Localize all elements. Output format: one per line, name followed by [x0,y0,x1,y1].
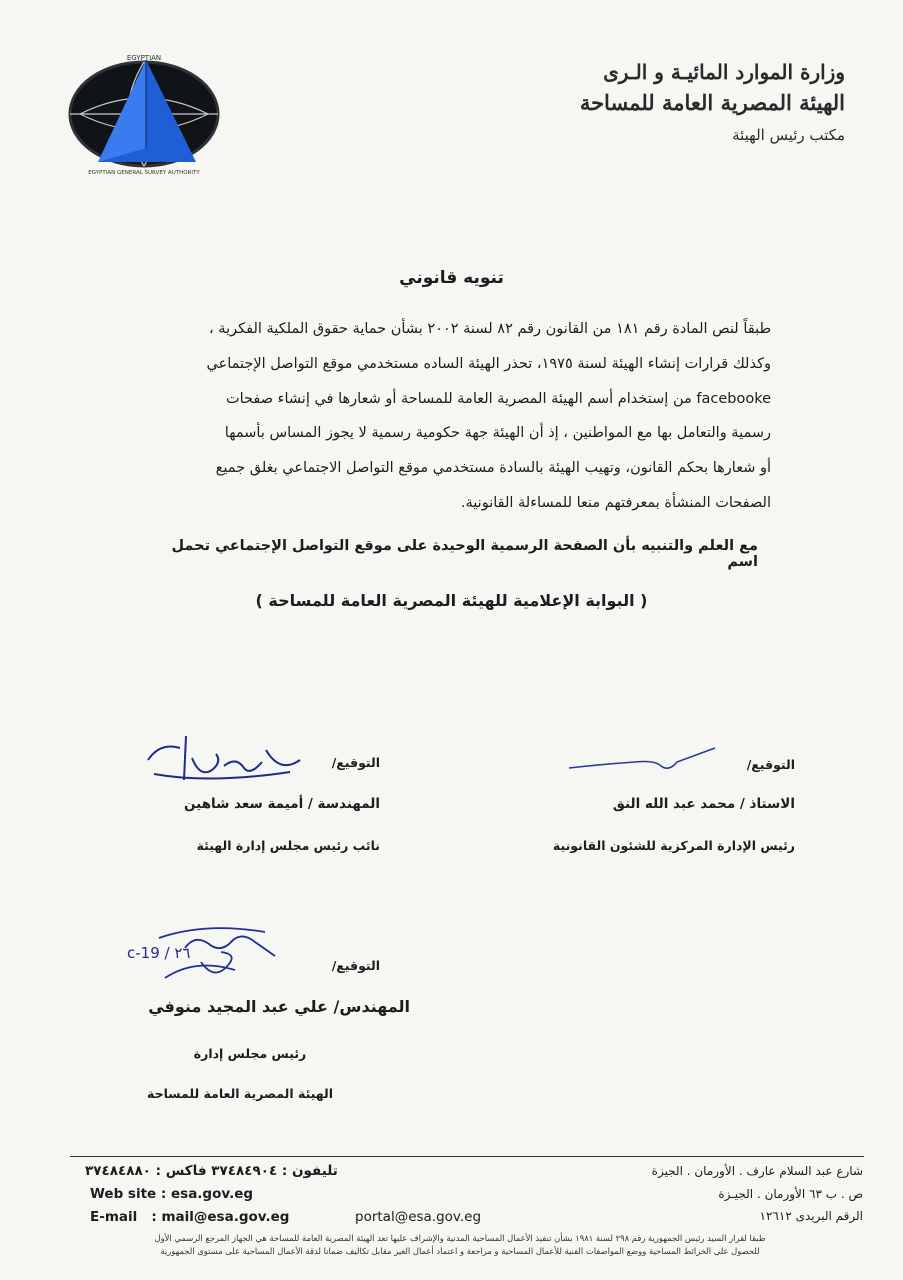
notice-line: facebooke من إستخدام أسم الهيئة المصرية العامة للمساحة أو شعارها في إنشاء صفحات [225,390,771,407]
esa-logo [62,52,226,176]
right-signatory-name: الاستاذ / محمد عبد الله النق [612,796,795,812]
notice-line: الصفحات المنشأة بمعرفتهم منعا للمساءلة القانونية. [460,494,771,511]
notice-line: وكذلك قرارات إنشاء الهيئة لسنة ١٩٧٥، تحذر الهيئة الساده مستخدمي موقع التواصل الإجتماعي [206,355,771,372]
footer-portal-email: portal@esa.gov.eg [355,1209,482,1225]
footer-email: E-mail : mail@esa.gov.eg [90,1209,290,1225]
bottom-signature-label: التوقيع/ [331,958,380,973]
notice-title: تنويه قانوني [399,268,504,288]
office-name: مكتب رئيس الهيئة [732,126,845,144]
footer-address: شارع عبد السلام عارف . الأورمان . الجيزة [651,1164,863,1178]
notice-line: طبقاً لنص المادة رقم ١٨١ من القانون رقم ٨٢ لسنة ٢٠٠٢ بشأن حماية حقوق الملكية الفكرية ، [209,321,771,337]
handwritten-date: c-19 / ٢٦ [127,944,191,962]
logo-text-top: EGYPTIAN [126,54,162,62]
signature-left [140,730,330,790]
footer-phone: تليفون : ٣٧٤٨٤٩٠٤ فاكس : ٣٧٤٨٤٨٨٠ [85,1163,338,1179]
authority-name: الهيئة المصرية العامة للمساحة [579,90,845,115]
footer-fine-print: طبقا لقرار السيد رئيس الجمهورية رقم ٢٩٨ لسنة ١٩٨١ بشأن تنفيذ الأعمال المساحية المدنية والإشراف عليها تعد الهيئة المصرية العامة للمساحة هي الجهاز المرجع الرسمي الأول [154,1233,766,1243]
bottom-signatory-org: الهيئة المصرية العامة للمساحة [146,1086,334,1101]
left-signatory-name: المهندسة / أميمة سعد شاهين [184,796,380,812]
notice-paragraph [131,312,771,521]
logo-text-bottom: EGYPTIAN GENERAL SURVEY AUTHORITY [88,170,200,176]
left-signatory-role: نائب رئيس مجلس إدارة الهيئة [196,838,380,853]
left-signature-label: التوقيع/ [331,755,380,770]
right-signatory-role: رئيس الإدارة المركزية للشئون القانونية [552,838,795,853]
notice-line: رسمية والتعامل بها مع المواطنين ، إذ أن الهيئة جهة حكومية رسمية لا يجوز المساس بأسمها [224,425,771,442]
notice-line: أو شعارها بحكم القانون، وتهيب الهيئة بالسادة مستخدمي موقع التواصل الاجتماعي بغلق جميع [215,460,771,477]
footer-website: Web site : esa.gov.eg [90,1186,254,1202]
right-signature-label: التوقيع/ [746,757,795,772]
bottom-signatory-role: رئيس مجلس إدارة [193,1046,307,1061]
closing-note: مع العلم والتنبيه بأن الصفحة الرسمية الوحيدة على موقع التواصل الإجتماعي تحمل اسم [171,538,758,570]
signature-right [565,742,725,778]
footer-postal: الرقم البريدى ١٢٦١٢ [759,1209,863,1223]
signature-bottom [125,918,295,988]
portal-name: ( البوابة الإعلامية للهيئة المصرية العامة للمساحة ) [255,591,648,610]
footer-divider [70,1156,864,1157]
bottom-signatory-name: المهندس/ علي عبد المجيد منوفي [148,997,410,1016]
footer-fine-print: للحصول على الخرائط المساحية ووضع المواصفات الفنية للأعمال المساحية و مراجعة و اعتماد أعمال الغير مقابل تكاليف ضمانا لدقة الأعمال المساحية على مستوى الجمهورية [160,1246,760,1256]
footer-pobox: ص . ب ٦٣ الأورمان . الجيـزة [718,1187,863,1201]
ministry-name: وزارة الموارد المائيـة و الـرى [603,60,845,84]
